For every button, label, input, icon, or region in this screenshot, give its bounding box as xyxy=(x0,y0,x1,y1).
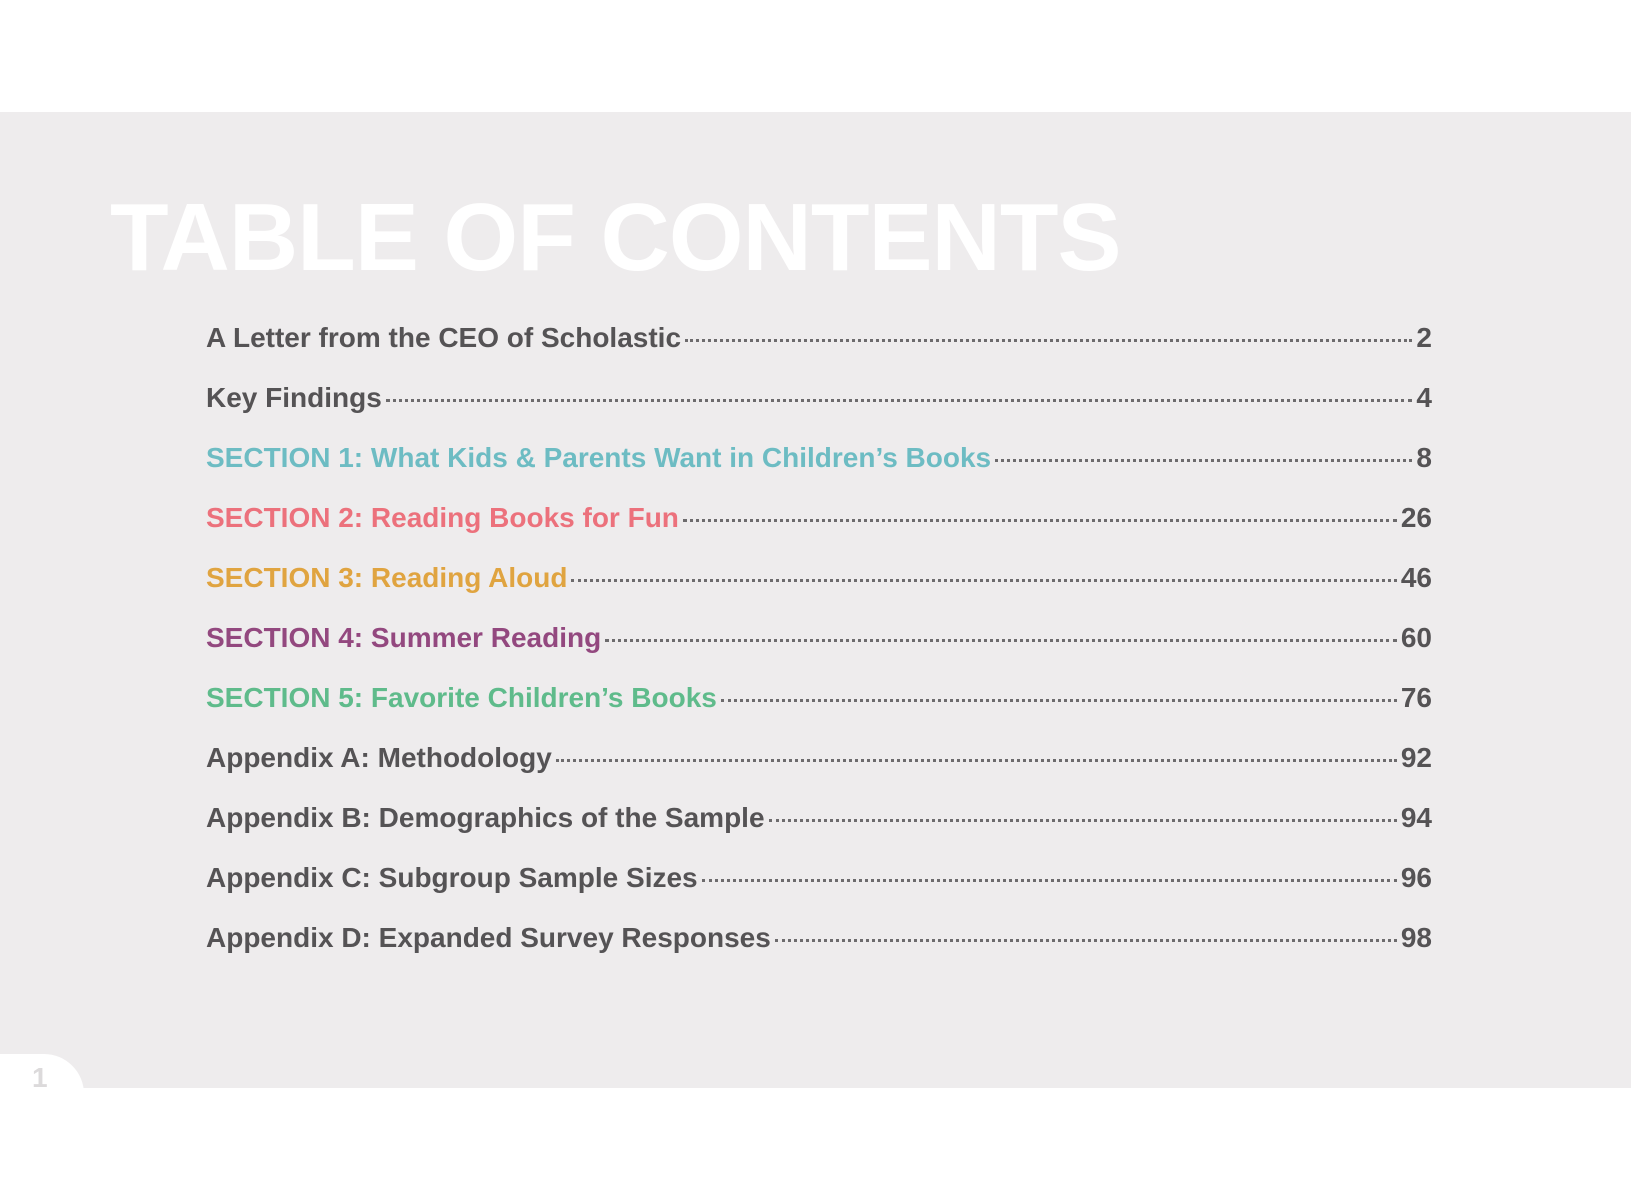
page-title: TABLE OF CONTENTS xyxy=(110,184,1121,291)
dot-leader xyxy=(683,519,1397,522)
toc-entry-label: SECTION 1: What Kids & Parents Want in Children’s Books xyxy=(206,442,992,473)
toc-entry-label: SECTION 5: Favorite Children’s Books xyxy=(206,682,717,713)
dot-leader xyxy=(769,819,1397,822)
toc-entry-key-findings[interactable] xyxy=(206,382,1432,442)
toc-entry-section-4[interactable] xyxy=(206,622,1432,682)
toc-entry-label: SECTION 4: Summer Reading xyxy=(206,622,602,653)
toc-entry-appendix-d[interactable] xyxy=(206,922,1432,982)
toc-entry-page: 76 xyxy=(1400,682,1432,713)
dot-leader xyxy=(702,879,1397,882)
dot-leader xyxy=(775,939,1397,942)
toc-entry-page: 4 xyxy=(1416,382,1432,413)
toc-entry-appendix-a[interactable] xyxy=(206,742,1432,802)
table-of-contents xyxy=(206,322,1432,982)
toc-entry-page: 8 xyxy=(1416,442,1432,473)
toc-entry-label: A Letter from the CEO of Scholastic xyxy=(206,322,682,353)
dot-leader xyxy=(685,339,1412,342)
toc-entry-page: 96 xyxy=(1400,862,1432,893)
toc-entry-appendix-c[interactable] xyxy=(206,862,1432,922)
toc-entry-page: 26 xyxy=(1400,502,1432,533)
toc-entry-label: Appendix A: Methodology xyxy=(206,742,552,773)
toc-entry-label: Appendix B: Demographics of the Sample xyxy=(206,802,765,833)
dot-leader xyxy=(995,459,1412,462)
toc-entry-page: 98 xyxy=(1400,922,1432,953)
dot-leader xyxy=(721,699,1397,702)
toc-entry-label: Appendix D: Expanded Survey Responses xyxy=(206,922,771,953)
toc-entry-page: 94 xyxy=(1400,802,1432,833)
toc-entry-label: SECTION 2: Reading Books for Fun xyxy=(206,502,679,533)
toc-entry-page: 60 xyxy=(1400,622,1432,653)
toc-entry-section-1[interactable] xyxy=(206,442,1432,502)
dot-leader xyxy=(605,639,1397,642)
toc-entry-label: Key Findings xyxy=(206,382,382,413)
toc-entry-page: 92 xyxy=(1400,742,1432,773)
toc-entry-section-3[interactable] xyxy=(206,562,1432,622)
toc-entry-section-5[interactable] xyxy=(206,682,1432,742)
toc-entry-appendix-b[interactable] xyxy=(206,802,1432,862)
toc-entry-label: SECTION 3: Reading Aloud xyxy=(206,562,568,593)
toc-entry-section-2[interactable] xyxy=(206,502,1432,562)
toc-entry-ceo-letter[interactable] xyxy=(206,322,1432,382)
dot-leader xyxy=(386,399,1413,402)
toc-entry-page: 2 xyxy=(1416,322,1432,353)
toc-entry-page: 46 xyxy=(1400,562,1432,593)
page-number: 1 xyxy=(32,1062,48,1093)
dot-leader xyxy=(556,759,1397,762)
toc-entry-label: Appendix C: Subgroup Sample Sizes xyxy=(206,862,698,893)
dot-leader xyxy=(571,579,1396,582)
